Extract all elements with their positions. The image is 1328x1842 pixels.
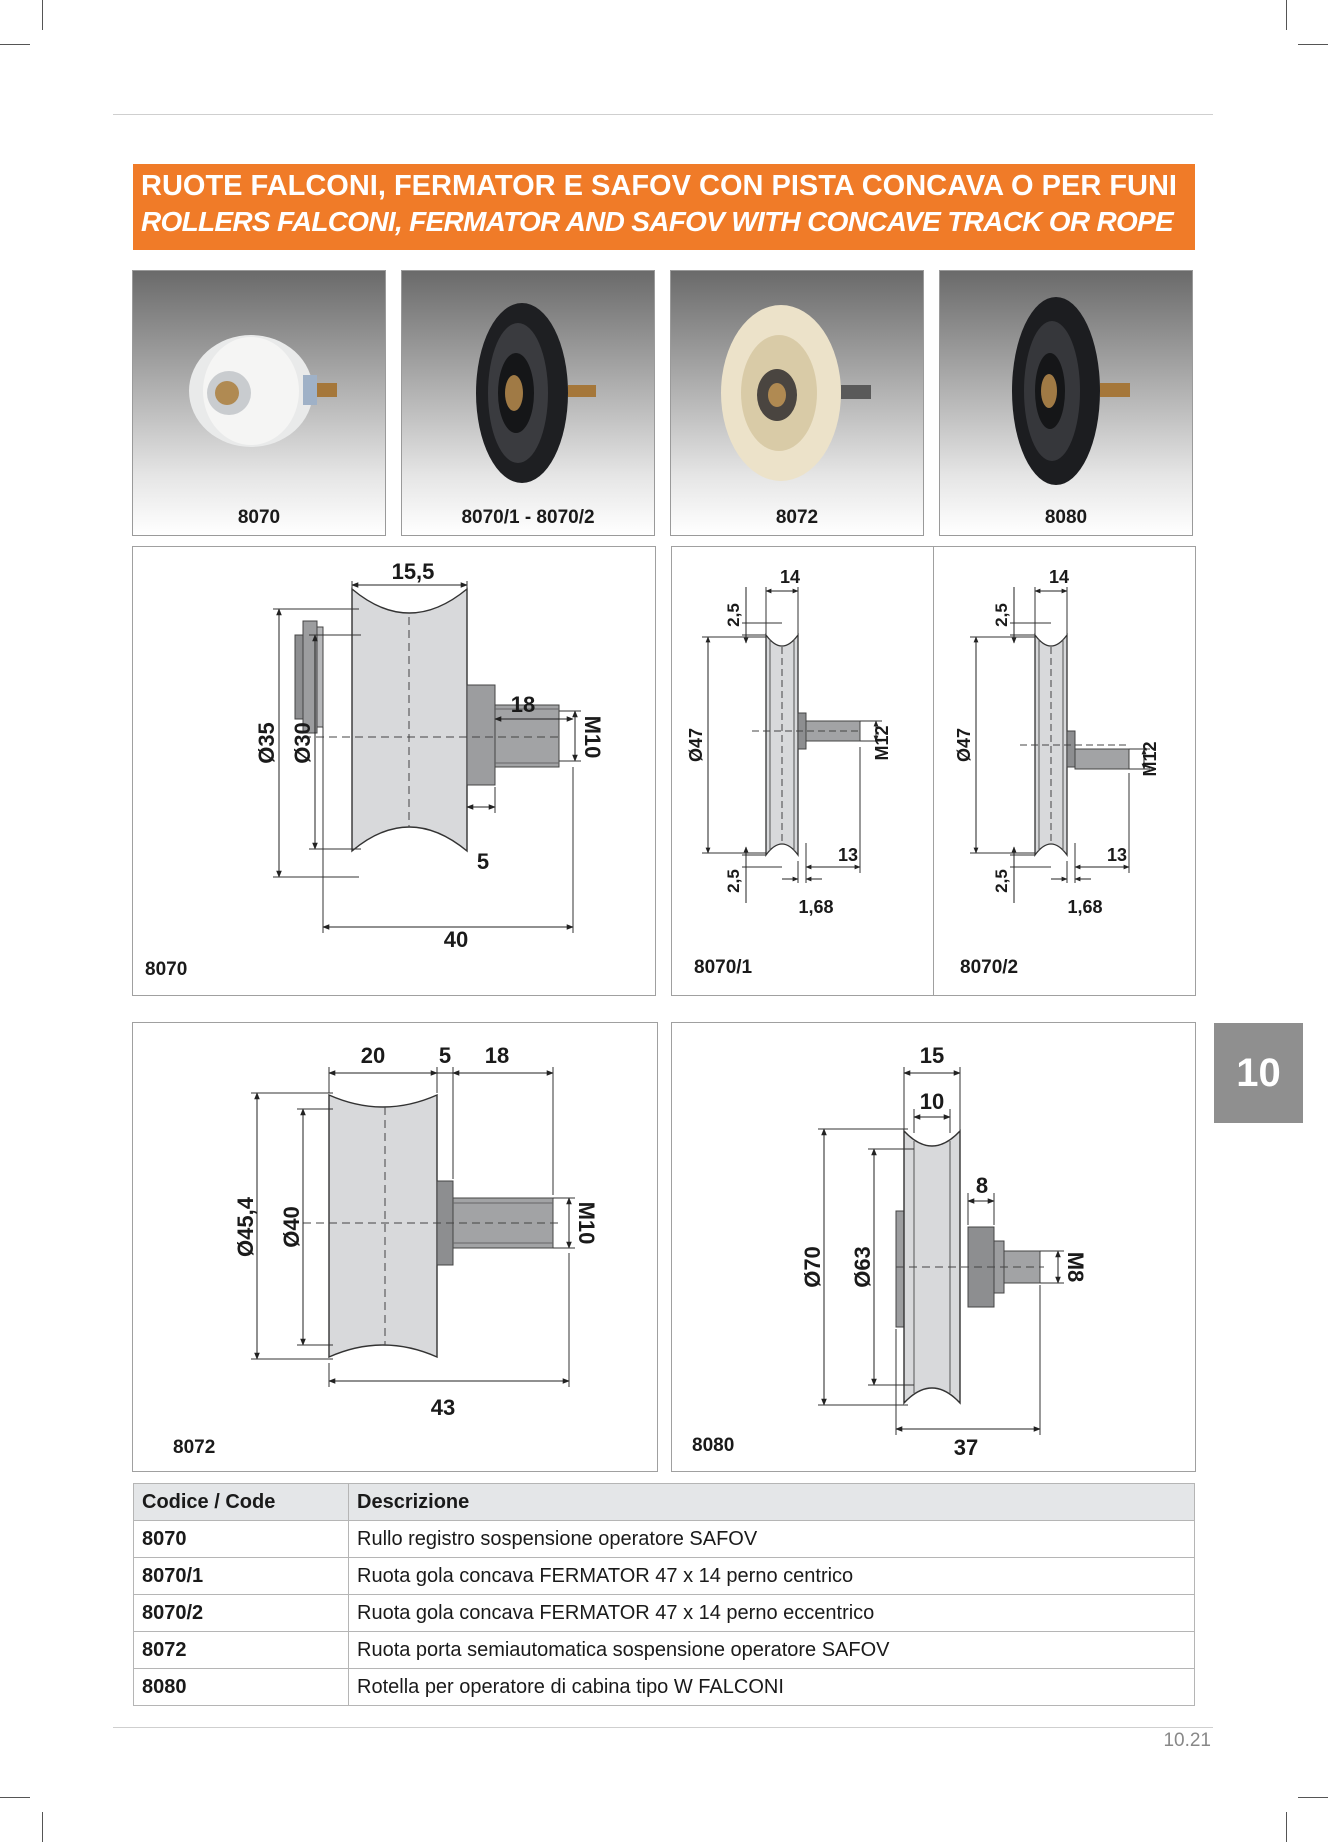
table-cell-description: Ruota gola concava FERMATOR 47 x 14 perno eccentrico [349, 1595, 1195, 1632]
column-header-code: Codice / Code [134, 1484, 349, 1521]
photo-8070 [132, 270, 386, 536]
photo-label: 8070/1 - 8070/2 [461, 507, 595, 528]
dim-collar: 1,68 [798, 897, 834, 917]
column-header-description: Descrizione [349, 1484, 1195, 1521]
drawing-code: 8070/2 [960, 957, 1019, 978]
dim-groove-top: 2,5 [724, 603, 743, 627]
dim-groove-bottom: 2,5 [724, 869, 743, 893]
roller-8072-image [671, 271, 923, 535]
dim-collar: 1,68 [1067, 897, 1103, 917]
dim-diameter-outer: Ø35 [254, 722, 279, 764]
dim-shaft-length: 13 [1106, 845, 1128, 865]
dim-diameter-inner: Ø40 [279, 1206, 304, 1248]
drawing-8070 [132, 546, 656, 996]
dim-diameter: Ø47 [686, 727, 706, 763]
dim-width: 14 [1048, 567, 1070, 587]
technical-drawing-8070-1 [672, 547, 933, 995]
dim-diameter: Ø47 [954, 727, 974, 763]
photo-label: 8072 [775, 507, 819, 528]
crop-mark [1286, 1812, 1287, 1842]
dim-width: 15,5 [391, 559, 435, 584]
drawing-code: 8070 [145, 959, 188, 980]
technical-drawing-8070 [133, 547, 655, 995]
table-cell-code: 8070 [134, 1521, 349, 1558]
dim-thread: M12 [872, 725, 892, 761]
dim-shaft-length: 18 [484, 1043, 510, 1068]
drawing-8070-1 [671, 546, 934, 996]
photo-8080 [939, 270, 1193, 536]
page-number: 10.21 [1163, 1730, 1211, 1751]
dim-shaft-length: 13 [837, 845, 859, 865]
dim-thread: M10 [574, 1201, 599, 1245]
table-header-row [134, 1484, 1195, 1521]
table-cell-description: Ruota gola concava FERMATOR 47 x 14 perno centrico [349, 1558, 1195, 1595]
drawing-8070-2 [933, 546, 1196, 996]
dim-diameter-outer: Ø45,4 [233, 1197, 258, 1257]
dim-width-inner: 10 [919, 1089, 945, 1114]
crop-mark [42, 1812, 43, 1842]
title-italian: RUOTE FALCONI, FERMATOR E SAFOV CON PISTA CONCAVA O PER FUNI [141, 170, 1177, 202]
crop-mark [0, 1797, 30, 1798]
table-cell-description: Rotella per operatore di cabina tipo W FALCONI [349, 1669, 1195, 1706]
table-cell-description: Rullo registro sospensione operatore SAFOV [349, 1521, 1195, 1558]
drawing-8080 [671, 1022, 1196, 1472]
roller-8070-1-image [402, 271, 654, 535]
dim-diameter-outer: Ø70 [800, 1246, 825, 1288]
dim-width: 14 [779, 567, 801, 587]
dim-width-total: 15 [919, 1043, 945, 1068]
crop-mark [1298, 1797, 1328, 1798]
drawing-code: 8080 [692, 1435, 735, 1456]
crop-mark [1298, 44, 1328, 45]
dim-thread: M10 [580, 715, 605, 759]
crop-mark [1286, 0, 1287, 30]
photo-label: 8080 [1044, 507, 1088, 528]
dim-groove-top: 2,5 [992, 603, 1011, 627]
dim-collar: 5 [438, 1043, 452, 1068]
crop-mark [0, 44, 30, 45]
photo-label: 8070 [237, 507, 281, 528]
top-rule [113, 114, 1213, 115]
title-english: ROLLERS FALCONI, FERMATOR AND SAFOV WITH CONCAVE TRACK OR ROPE [141, 206, 1174, 237]
dim-thread: M12 [1140, 741, 1160, 777]
roller-8070-image [133, 271, 385, 535]
table-row [134, 1669, 1195, 1706]
dim-overall-length: 40 [443, 927, 469, 952]
dim-diameter-inner: Ø63 [850, 1246, 875, 1288]
drawing-code: 8070/1 [694, 957, 753, 978]
table-cell-code: 8080 [134, 1669, 349, 1706]
drawing-8072 [132, 1022, 658, 1472]
table-row [134, 1632, 1195, 1669]
technical-drawing-8072 [133, 1023, 657, 1471]
technical-drawing-8070-2 [934, 547, 1195, 995]
photo-8070-1-8070-2 [401, 270, 655, 536]
table-cell-code: 8072 [134, 1632, 349, 1669]
photo-8072 [670, 270, 924, 536]
dim-collar: 5 [476, 849, 490, 874]
technical-drawing-8080 [672, 1023, 1195, 1471]
section-number-tab: 10 [1214, 1023, 1303, 1123]
dim-overall-length: 43 [430, 1395, 456, 1420]
table-cell-code: 8070/2 [134, 1595, 349, 1632]
dim-collar: 8 [975, 1173, 989, 1198]
dim-thread: M8 [1063, 1251, 1088, 1283]
table-row [134, 1521, 1195, 1558]
dim-overall-length: 37 [953, 1435, 979, 1460]
dim-diameter-inner: Ø30 [290, 722, 315, 764]
product-code-table [133, 1483, 1195, 1706]
dim-width: 20 [360, 1043, 386, 1068]
table-cell-description: Ruota porta semiautomatica sospensione operatore SAFOV [349, 1632, 1195, 1669]
table-row [134, 1595, 1195, 1632]
dim-shaft-length: 18 [510, 692, 536, 717]
table-cell-code: 8070/1 [134, 1558, 349, 1595]
crop-mark [42, 0, 43, 30]
drawing-code: 8072 [173, 1437, 216, 1458]
roller-8080-image [940, 271, 1192, 535]
bottom-rule [113, 1727, 1213, 1728]
dim-groove-bottom: 2,5 [992, 869, 1011, 893]
table-row [134, 1558, 1195, 1595]
section-title-bar [133, 164, 1195, 250]
